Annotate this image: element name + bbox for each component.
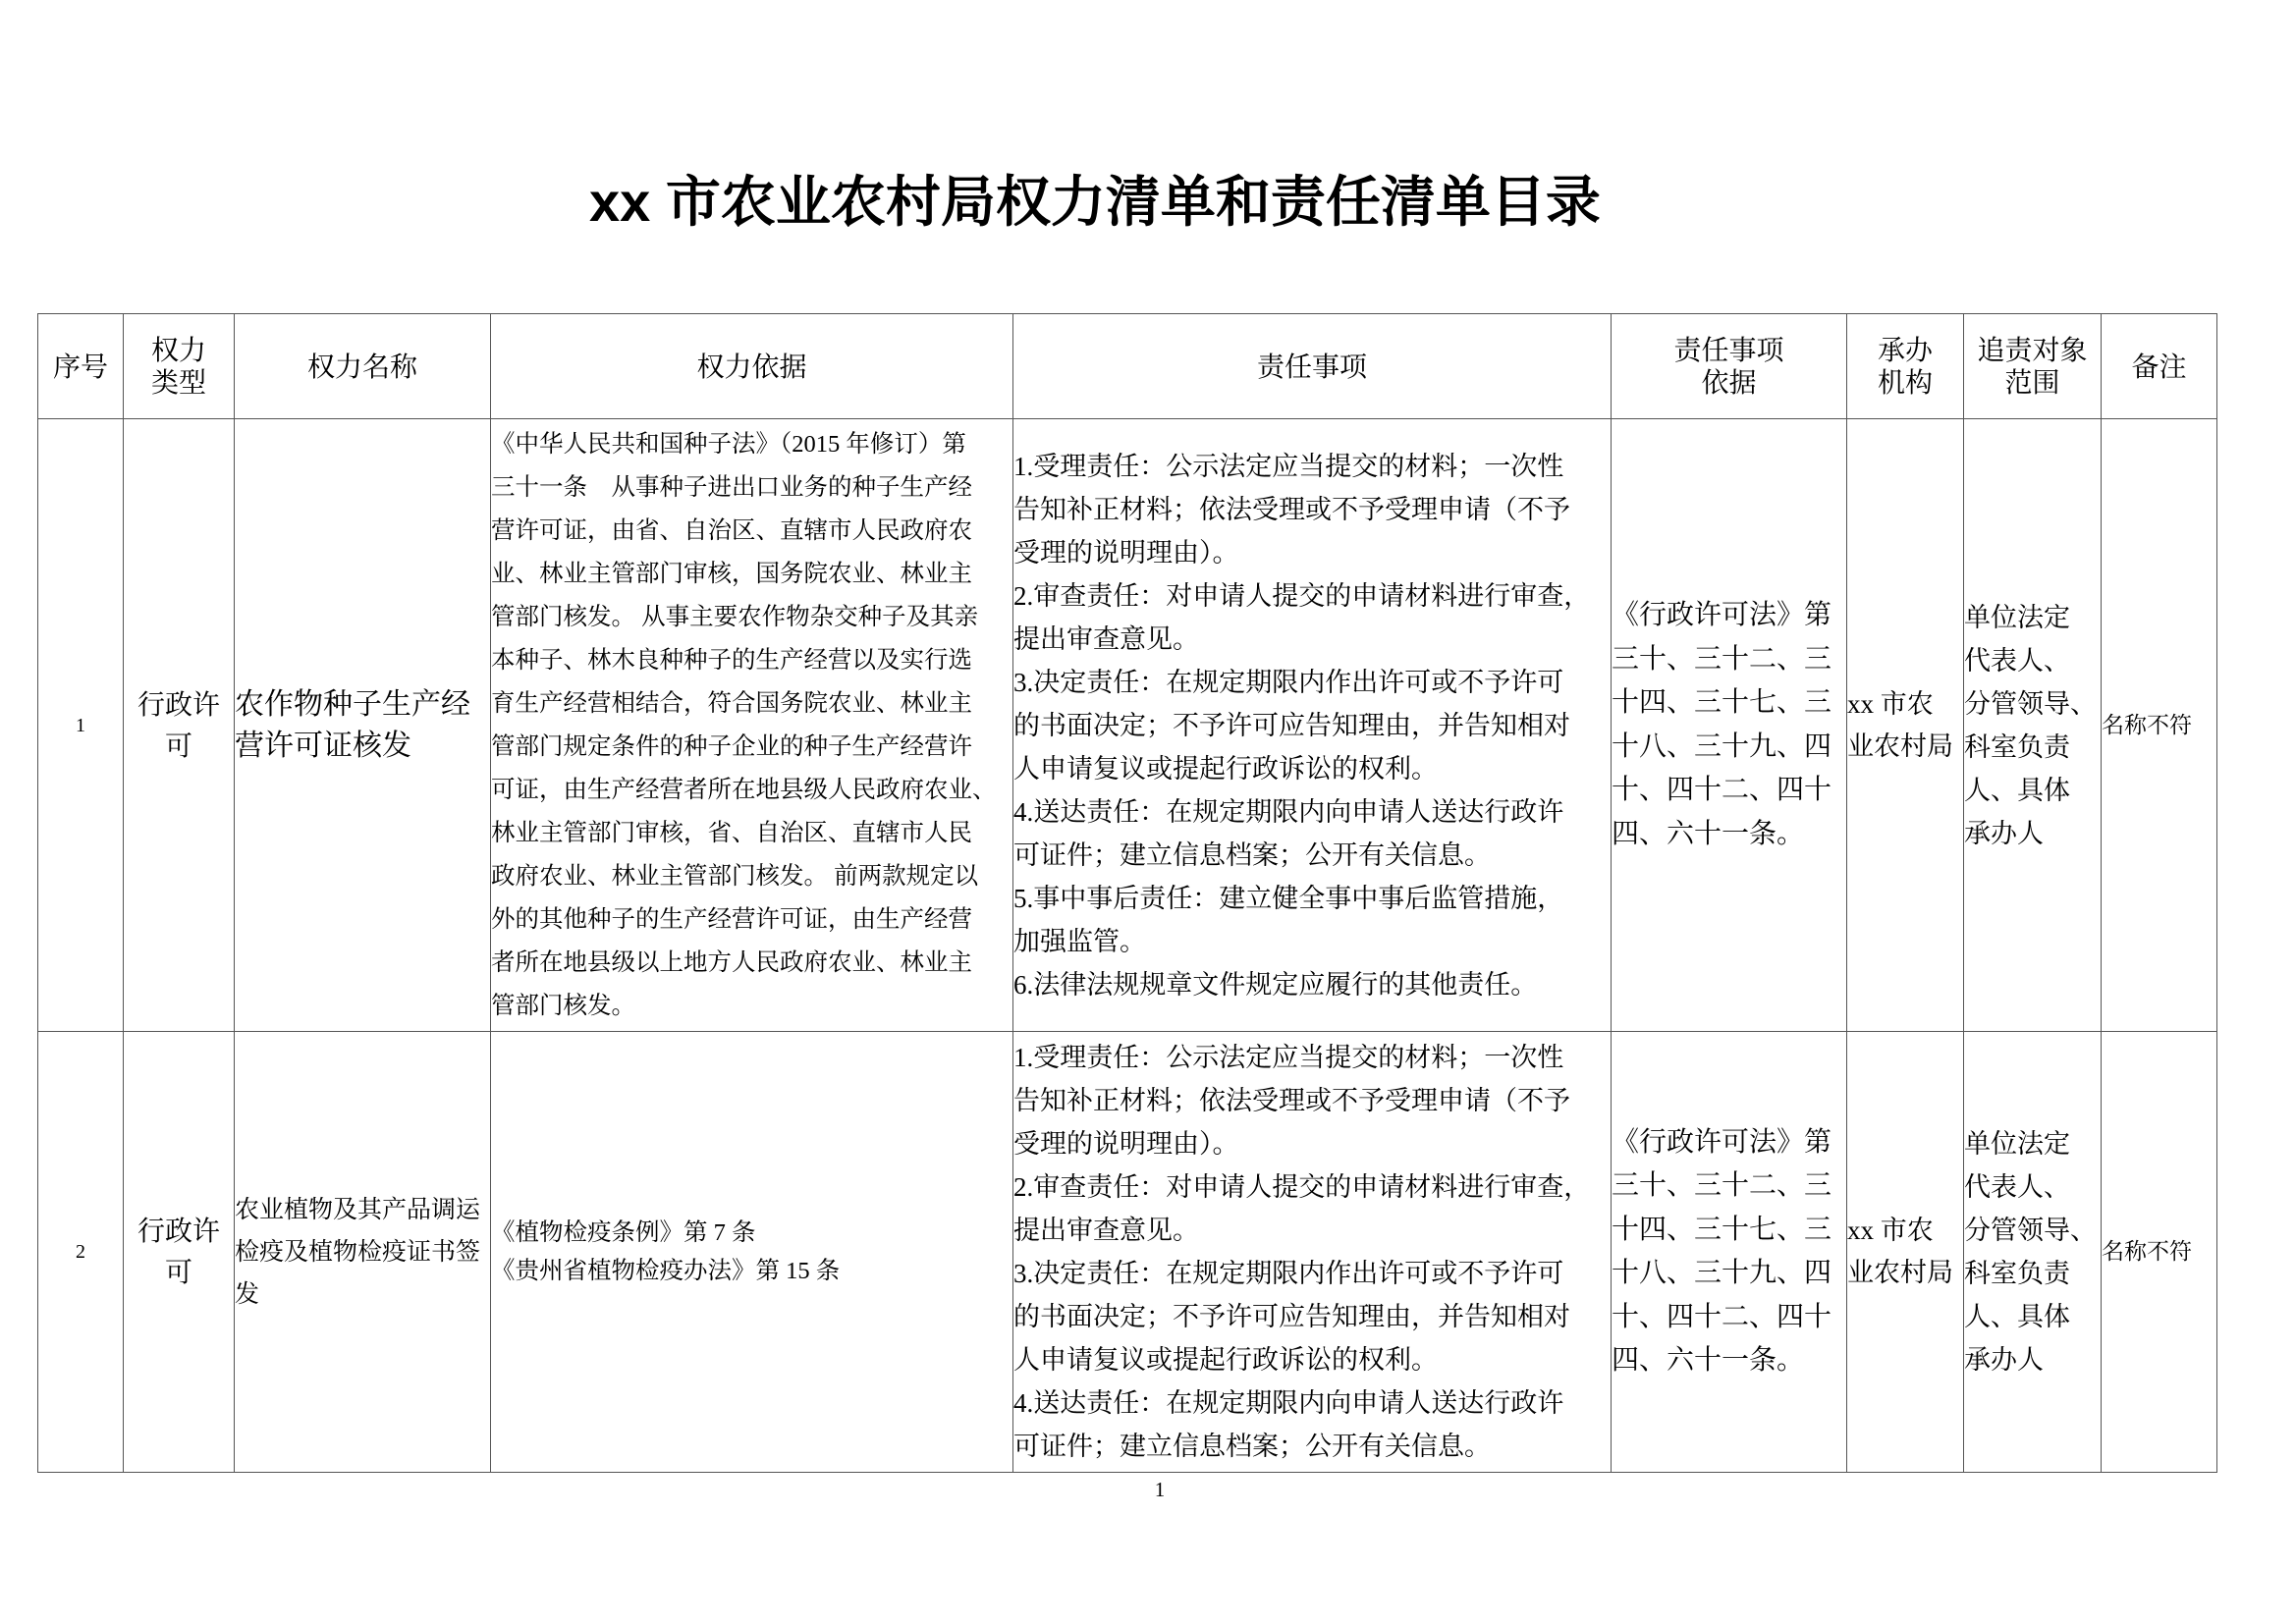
- cell-serial-no: [38, 1032, 124, 1473]
- cell-power-basis: [491, 1032, 1013, 1473]
- power-name-line: 农业植物及其产品调运: [235, 1196, 481, 1223]
- power-type-line: 可: [164, 1257, 192, 1287]
- page-title: xx 市农业农村局权力清单和责任清单目录: [589, 171, 1601, 233]
- responsibility-line: 人申请复议或提起行政诉讼的权利。: [1013, 1345, 1438, 1375]
- accountability-scope-line: 人、具体: [1964, 1302, 2070, 1331]
- power-basis-line: 《植物检疫条例》第 7 条: [491, 1219, 756, 1246]
- responsibility-line: 2.审查责任：对申请人提交的申请材料进行审查，: [1013, 1172, 1591, 1202]
- responsibility-line: 的书面决定；不予许可应告知理由，并告知相对: [1013, 1302, 1570, 1331]
- power-basis-line: 外的其他种子的生产经营许可证，由生产经营: [491, 905, 972, 933]
- power-name-line: 检疫及植物检疫证书签: [235, 1238, 481, 1266]
- power-name-line: 农作物种子生产经: [235, 687, 470, 721]
- responsibility-basis-line: 四、六十一条。: [1612, 818, 1805, 849]
- power-basis-line: 育生产经营相结合，符合国务院农业、林业主: [491, 689, 972, 717]
- header-power-type: [124, 314, 235, 419]
- responsibility-line: 受理的说明理由）。: [1013, 1129, 1239, 1159]
- power-type-line: 可: [164, 730, 192, 761]
- serial-number: 1: [76, 714, 85, 736]
- responsibility-line: 1.受理责任：公示法定应当提交的材料；一次性: [1013, 451, 1564, 481]
- responsibility-basis-line: 三十、三十二、三: [1612, 1170, 1832, 1201]
- responsibility-basis-line: 《行政许可法》第: [1612, 1126, 1832, 1158]
- responsibility-line: 加强监管。: [1013, 926, 1146, 956]
- cell-agency: [1847, 419, 1964, 1032]
- page-number: 1: [1154, 1478, 1166, 1501]
- power-basis-line: 三十一条 从事种子进出口业务的种子生产经: [491, 473, 972, 501]
- cell-power-name: [235, 419, 491, 1032]
- accountability-scope-line: 单位法定: [1964, 602, 2070, 632]
- power-name-line: 发: [235, 1280, 260, 1308]
- responsibility-line: 提出审查意见。: [1013, 623, 1199, 654]
- cell-power-type: [124, 419, 235, 1032]
- accountability-scope-line: 代表人、: [1964, 645, 2070, 676]
- header-accountability-scope: [1964, 314, 2102, 419]
- responsibility-line: 提出审查意见。: [1013, 1216, 1199, 1245]
- accountability-scope-line: 承办人: [1964, 818, 2044, 848]
- cell-power-name: [235, 1032, 491, 1473]
- table-row: [38, 1032, 2217, 1473]
- header-responsibilities: [1013, 314, 1612, 419]
- header-label-line: 机构: [1877, 367, 1933, 398]
- accountability-scope-line: 分管领导、: [1964, 1216, 2097, 1245]
- responsibility-basis-line: 十、四十二、四十: [1612, 775, 1832, 805]
- power-basis-line: 业、林业主管部门审核，国务院农业、林业主: [491, 560, 972, 587]
- header-power-name: [235, 314, 491, 419]
- agency-line: 业农村局: [1847, 730, 1953, 761]
- accountability-scope-line: 科室负责: [1964, 731, 2070, 762]
- header-label-line: 责任事项: [1673, 335, 1784, 365]
- header-label-line: 范围: [2004, 367, 2060, 398]
- cell-responsibilities: [1013, 1032, 1612, 1473]
- power-basis-line: 者所在地县级以上地方人民政府农业、林业主: [491, 948, 972, 976]
- responsibility-line: 可证件；建立信息档案；公开有关信息。: [1013, 839, 1491, 870]
- cell-power-basis: [491, 419, 1013, 1032]
- accountability-scope-line: 科室负责: [1964, 1259, 2070, 1288]
- responsibility-basis-line: 十四、三十七、三: [1612, 687, 1832, 718]
- responsibility-line: 受理的说明理由）。: [1013, 537, 1239, 568]
- power-basis-line: 《中华人民共和国种子法》（2015 年修订）第: [491, 430, 966, 458]
- cell-remarks: [2102, 419, 2217, 1032]
- header-row: [38, 314, 2217, 419]
- cell-responsibility-basis: [1612, 1032, 1847, 1473]
- responsibility-basis-line: 三十、三十二、三: [1612, 643, 1832, 675]
- cell-responsibilities: [1013, 419, 1612, 1032]
- responsibility-line: 4.送达责任：在规定期限内向申请人送达行政许: [1013, 1388, 1564, 1418]
- header-responsibility-basis: [1612, 314, 1847, 419]
- header-label-line: 序号: [52, 351, 108, 382]
- power-basis-line: 《贵州省植物检疫办法》第 15 条: [491, 1258, 841, 1284]
- power-type-line: 行政许: [137, 688, 220, 720]
- cell-accountability-scope: [1964, 419, 2102, 1032]
- power-type-line: 行政许: [137, 1216, 220, 1246]
- responsibility-line: 告知补正材料；依法受理或不予受理申请（不予: [1013, 494, 1570, 524]
- power-basis-line: 政府农业、林业主管部门核发。 前两款规定以: [491, 862, 979, 890]
- header-label-line: 权力: [150, 335, 206, 365]
- power-basis-line: 本种子、林木良种种子的生产经营以及实行选: [491, 646, 972, 674]
- responsibility-line: 2.审查责任：对申请人提交的申请材料进行审查，: [1013, 580, 1591, 611]
- responsibility-basis-line: 十八、三十九、四: [1612, 730, 1832, 762]
- power-name-line: 营许可证核发: [235, 729, 411, 762]
- responsibility-line: 3.决定责任：在规定期限内作出许可或不予许可: [1013, 667, 1564, 697]
- accountability-scope-line: 单位法定: [1964, 1129, 2070, 1159]
- header-label-line: 权力依据: [696, 351, 807, 382]
- responsibility-basis-line: 《行政许可法》第: [1612, 600, 1832, 630]
- responsibility-line: 告知补正材料；依法受理或不予受理申请（不予: [1013, 1086, 1570, 1115]
- responsibility-basis-line: 十八、三十九、四: [1612, 1258, 1832, 1288]
- header-serial-no: [38, 314, 124, 419]
- header-label-line: 承办: [1877, 335, 1933, 365]
- cell-accountability-scope: [1964, 1032, 2102, 1473]
- header-remarks: [2102, 314, 2217, 419]
- responsibility-line: 5.事中事后责任：建立健全事中事后监管措施，: [1013, 883, 1564, 913]
- responsibility-line: 1.受理责任：公示法定应当提交的材料；一次性: [1013, 1043, 1564, 1072]
- header-agency: [1847, 314, 1964, 419]
- agency-line: xx 市农: [1847, 688, 1934, 719]
- header-label-line: 责任事项: [1256, 351, 1367, 382]
- header-label-line: 备注: [2131, 351, 2187, 382]
- power-basis-line: 管部门规定条件的种子企业的种子生产经营许: [491, 732, 972, 760]
- power-basis-line: 管部门核发。 从事主要农作物杂交种子及其亲: [491, 603, 979, 630]
- power-basis-line: 林业主管部门审核，省、自治区、直辖市人民: [491, 819, 972, 846]
- power-basis-line: 管部门核发。: [491, 992, 635, 1019]
- header-label-line: 类型: [150, 367, 206, 398]
- responsibility-line: 6.法律法规规章文件规定应履行的其他责任。: [1013, 969, 1538, 1000]
- responsibility-line: 3.决定责任：在规定期限内作出许可或不予许可: [1013, 1259, 1564, 1288]
- responsibility-line: 可证件；建立信息档案；公开有关信息。: [1013, 1432, 1491, 1461]
- accountability-scope-line: 分管领导、: [1964, 688, 2097, 719]
- header-label-line: 权力名称: [306, 351, 417, 382]
- agency-line: xx 市农: [1847, 1216, 1934, 1245]
- header-power-basis: [491, 314, 1013, 419]
- power-basis-line: 可证，由生产经营者所在地县级人民政府农业、: [491, 776, 997, 803]
- responsibility-line: 人申请复议或提起行政诉讼的权利。: [1013, 753, 1438, 784]
- header-label-line: 依据: [1701, 367, 1757, 398]
- responsibility-basis-line: 四、六十一条。: [1612, 1345, 1805, 1376]
- power-responsibility-table: [37, 313, 2217, 1473]
- accountability-scope-line: 代表人、: [1964, 1172, 2070, 1202]
- remarks-text: 名称不符: [2102, 1239, 2192, 1264]
- cell-remarks: [2102, 1032, 2217, 1473]
- responsibility-basis-line: 十四、三十七、三: [1612, 1214, 1832, 1245]
- header-label-line: 追责对象: [1977, 335, 2088, 365]
- cell-serial-no: [38, 419, 124, 1032]
- cell-responsibility-basis: [1612, 419, 1847, 1032]
- remarks-text: 名称不符: [2102, 712, 2192, 737]
- agency-line: 业农村局: [1847, 1258, 1953, 1287]
- accountability-scope-line: 人、具体: [1964, 775, 2070, 805]
- serial-number: 2: [76, 1241, 85, 1263]
- cell-agency: [1847, 1032, 1964, 1473]
- responsibility-basis-line: 十、四十二、四十: [1612, 1301, 1832, 1332]
- table-row: [38, 419, 2217, 1032]
- cell-power-type: [124, 1032, 235, 1473]
- responsibility-line: 4.送达责任：在规定期限内向申请人送达行政许: [1013, 796, 1564, 827]
- accountability-scope-line: 承办人: [1964, 1345, 2044, 1375]
- responsibility-line: 的书面决定；不予许可应告知理由，并告知相对: [1013, 710, 1570, 740]
- power-basis-line: 营许可证，由省、自治区、直辖市人民政府农: [491, 516, 972, 544]
